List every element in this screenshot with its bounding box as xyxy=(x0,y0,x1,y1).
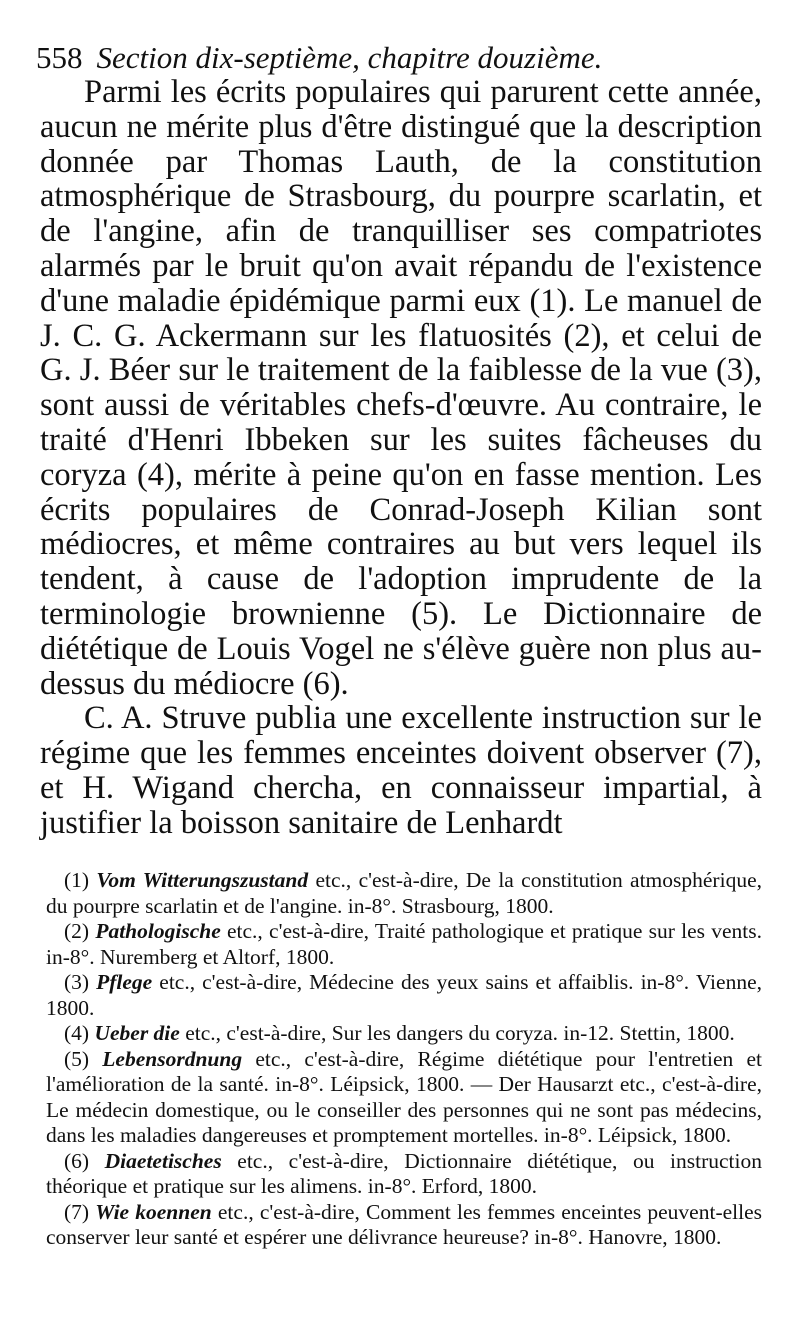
footnote-number: (5) xyxy=(64,1046,90,1071)
footnote-title: Pflege xyxy=(96,970,153,994)
footnote-text: etc., c'est-à-dire, Comment les femmes enceintes peuvent-elles conserver leur santé et espérer une délivrance heureuse? in-8°. Hanovre, 1800. xyxy=(46,1199,763,1249)
footnote-1 xyxy=(46,868,762,919)
footnote-text: etc., c'est-à-dire, De la constitution atmosphérique, du pourpre scarlatin et de l'angine. in-8°. Strasbourg, 1800. xyxy=(46,868,762,918)
footnote-number: (3) xyxy=(64,970,90,994)
footnote-number: (4) xyxy=(64,1021,90,1045)
footnote-number: (1) xyxy=(64,868,90,892)
footnote-text: etc., c'est-à-dire, Dictionnaire diététique, ou instruction théorique et pratique sur les alimens. in-8°. Erford, 1800. xyxy=(46,1148,762,1198)
body-paragraph-1: Parmi les écrits populaires qui parurent cette année, aucun ne mérite plus d'être distingué que la description donnée par Thomas Lauth, de la constitution atmosphérique de Strasbourg, du pourpre scarlatin, et de l'angine, afin de tranquilliser ses compatriotes alarmés par le bruit qu'on avait répandu de l'existence d'une maladie épidémique parmi eux (1). Le manuel de J. C. G. Ackermann sur les flatuosités (2), et celui de G. J. Béer sur le traitement de la faiblesse de la vue (3), sont aussi de véritables chefs-d'œuvre. Au contraire, le traité d'Henri Ibbeken sur les suites fâcheuses du coryza (4), mérite à peine qu'on en fasse mention. Les écrits populaires de Conrad-Joseph Kilian sont médiocres, et même contraires au but vers lequel ils tendent, à cause de l'adoption imprudente de la terminologie brownienne (5). Le Dictionnaire de diététique de Louis Vogel ne s'élève guère non plus au-dessus du médiocre (6). xyxy=(40,74,762,702)
footnote-text: etc., c'est-à-dire, Sur les dangers du coryza. in-12. Stettin, 1800. xyxy=(185,1021,735,1045)
footnote-3 xyxy=(46,970,762,1021)
footnote-text: etc., c'est-à-dire, Médecine des yeux sains et affaiblis. in-8°. Vienne, 1800. xyxy=(46,970,762,1020)
main-text xyxy=(40,75,762,841)
footnote-number: (2) xyxy=(64,919,90,943)
footnote-title: Ueber die xyxy=(94,1021,180,1045)
footnote-title: Diaetetisches xyxy=(104,1148,222,1173)
footnote-number: (7) xyxy=(64,1199,90,1224)
running-title: Section dix-septième, chapitre douzième. xyxy=(96,40,603,75)
footnote-6 xyxy=(46,1149,762,1200)
footnote-4 xyxy=(46,1021,762,1047)
footnote-2 xyxy=(46,919,762,970)
footnote-title: Wie koennen xyxy=(95,1199,212,1224)
footnote-title: Vom Witterungszustand xyxy=(96,868,309,892)
footnotes xyxy=(46,868,762,1251)
body-paragraph-2: C. A. Struve publia une excellente instruction sur le régime que les femmes enceintes doivent observer (7), et H. Wigand chercha, en connaisseur impartial, à justifier la boisson sanitaire de Lenhardt xyxy=(40,700,762,841)
footnote-number: (6) xyxy=(64,1148,90,1173)
footnote-text: etc., c'est-à-dire, Traité pathologique et pratique sur les vents. in-8°. Nuremberg et Altorf, 1800. xyxy=(46,919,763,969)
page-header xyxy=(36,40,766,76)
footnote-5 xyxy=(46,1047,762,1149)
footnote-7 xyxy=(46,1200,762,1251)
footnote-title: Pathologische xyxy=(95,919,221,943)
footnote-title: Lebensordnung xyxy=(102,1046,243,1071)
footnote-text: etc., c'est-à-dire, Régime diététique pour l'entretien et l'amélioration de la santé. in-8°. Léipsick, 1800. — Der Hausarzt etc., c'est-à-dire, Le médecin domestique, ou le conseiller des personnes qui ne sont pas médecins, dans les maladies dangereuses et promptement mortelles. in-8°. Léipsick, 1800. xyxy=(46,1046,762,1147)
page-number: 558 xyxy=(36,40,83,75)
